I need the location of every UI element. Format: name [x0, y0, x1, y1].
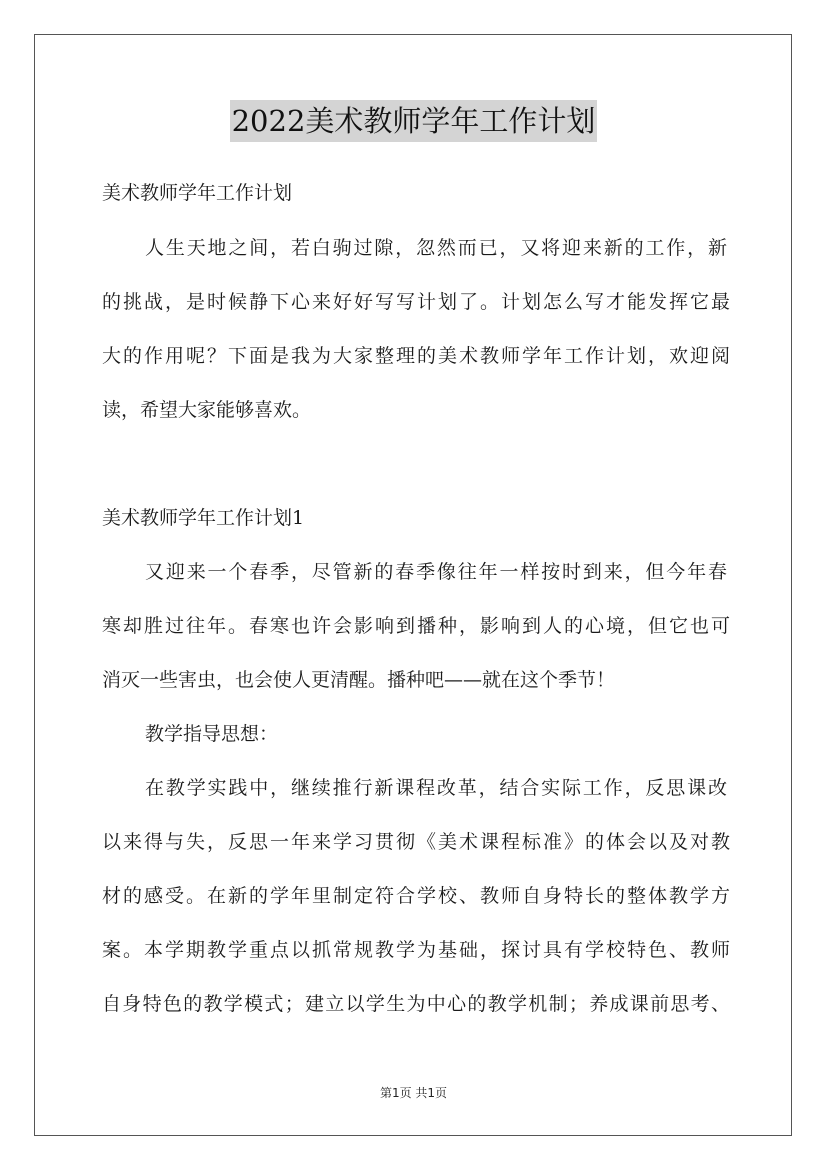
paragraph-line: 在教学实践中，继续推行新课程改革，结合实际工作，反思课改	[145, 777, 727, 799]
paragraph-line: 自身特色的教学模式；建立以学生为中心的教学机制；养成课前思考、	[102, 993, 730, 1015]
paragraph-line: 消灭一些害虫，也会使人更清醒。播种吧——就在这个季节！	[102, 669, 616, 691]
title-container	[0, 100, 827, 142]
intro-line: 人生天地之间，若白驹过隙，忽然而已，又将迎来新的工作，新	[145, 237, 727, 259]
section-subheading: 教学指导思想：	[145, 723, 279, 745]
page-number: 第1页 共1页	[379, 1086, 448, 1100]
intro-line: 的挑战，是时候静下心来好好写写计划了。计划怎么写才能发挥它最	[102, 291, 730, 313]
paragraph-line: 以来得与失，反思一年来学习贯彻《美术课程标准》的体会以及对教	[102, 831, 730, 853]
intro-line: 大的作用呢？下面是我为大家整理的美术教师学年工作计划，欢迎阅	[102, 345, 730, 367]
paragraph-line: 寒却胜过往年。春寒也许会影响到播种，影响到人的心境，但它也可	[102, 615, 730, 637]
section-heading: 美术教师学年工作计划1	[102, 507, 305, 529]
paragraph-line: 材的感受。在新的学年里制定符合学校、教师自身特长的整体教学方	[102, 885, 730, 907]
intro-line: 读，希望大家能够喜欢。	[102, 399, 312, 421]
paragraph-line: 又迎来一个春季，尽管新的春季像往年一样按时到来，但今年春	[145, 561, 727, 583]
document-title: 2022美术教师学年工作计划	[230, 100, 598, 142]
document-subtitle: 美术教师学年工作计划	[102, 182, 293, 204]
paragraph-line: 案。本学期教学重点以抓常规教学为基础，探讨具有学校特色、教师	[102, 939, 730, 961]
